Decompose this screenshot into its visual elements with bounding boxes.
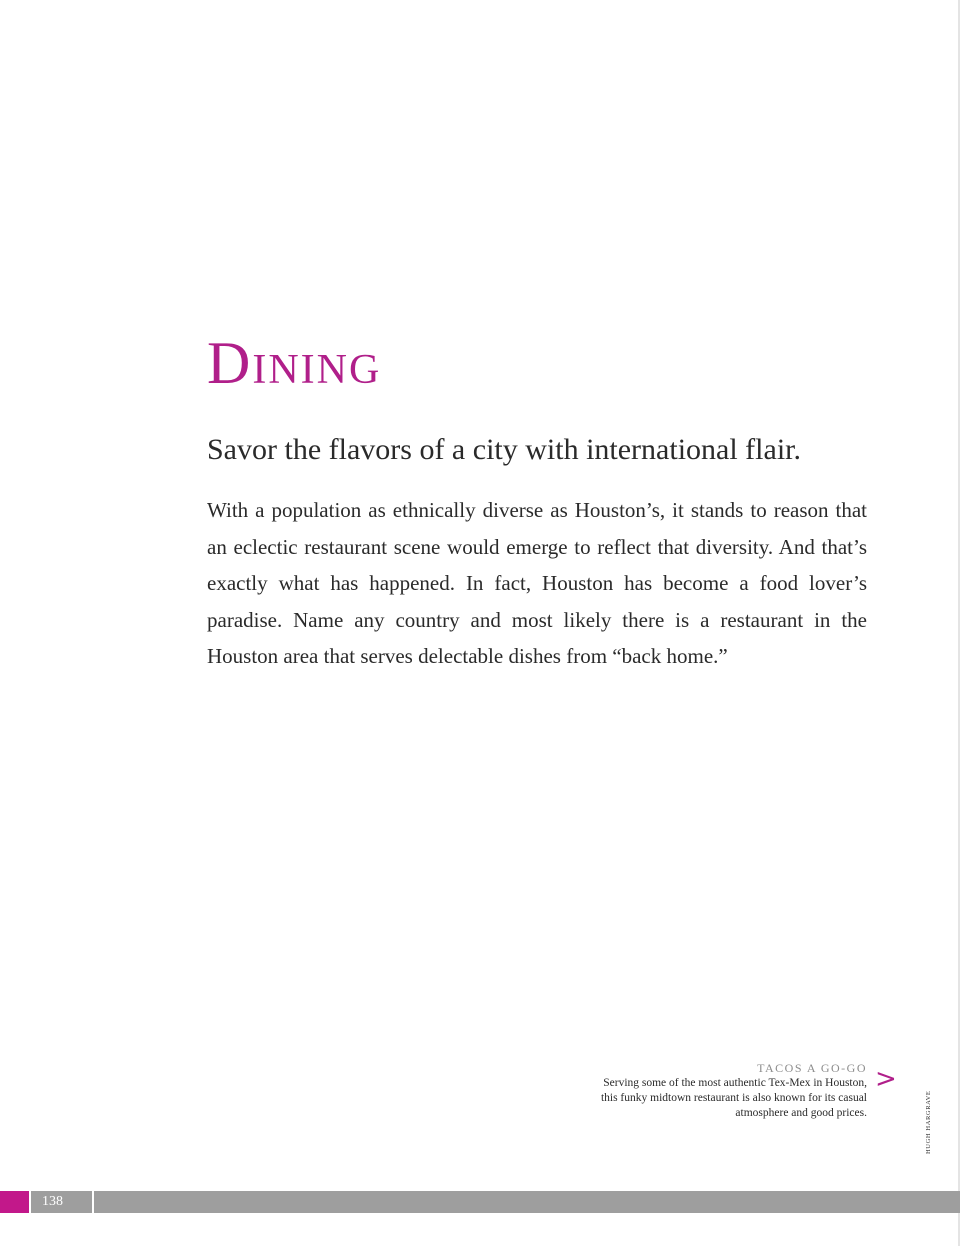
section-subtitle: Savor the flavors of a city with international flair.	[207, 433, 801, 466]
caption-title: TACOS A GO-GO	[757, 1061, 867, 1075]
caption-line: Serving some of the most authentic Tex-Mex in Houston,	[603, 1077, 867, 1089]
section-title: Dining	[207, 330, 382, 396]
body-paragraph: With a population as ethnically diverse as Houston’s, it stands to reason that an eclectic restaurant scene would emerge to reflect that diversity. And that’s exactly what has happened. In fact, Houston has become a food lover’s paradise. Name any country and most likely there is a restaurant in the Houston area that serves delectable dishes from “back home.”	[207, 498, 867, 668]
photo-credit: HUGH HARGRAVE	[925, 1090, 932, 1154]
footer-rule	[94, 1191, 960, 1213]
caption-line: atmosphere and good prices.	[735, 1107, 867, 1119]
caption-arrow-icon: >	[875, 1064, 897, 1094]
caption-line: this funky midtown restaurant is also known for its casual	[600, 1092, 867, 1104]
photo-caption	[567, 1061, 867, 1121]
footer-bar	[0, 1191, 960, 1213]
caption-text	[567, 1076, 867, 1121]
page-number: 138	[31, 1191, 92, 1213]
footer-accent-block	[0, 1191, 29, 1213]
